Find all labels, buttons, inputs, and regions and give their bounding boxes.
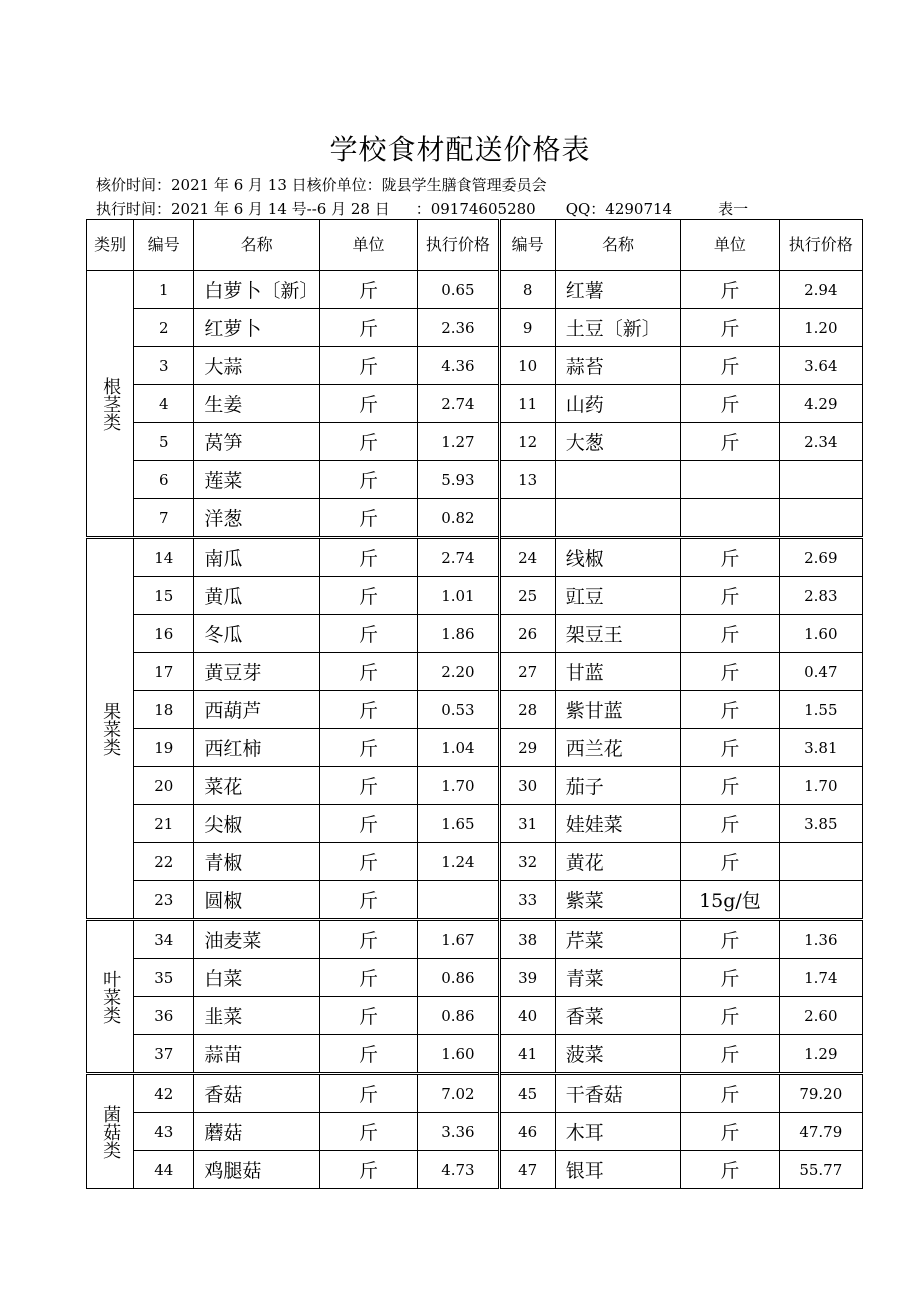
item-number-right: 45 xyxy=(499,1074,555,1113)
table-row xyxy=(87,843,863,881)
item-price: 1.65 xyxy=(418,805,499,843)
item-unit-right: 斤 xyxy=(681,729,779,767)
item-unit: 斤 xyxy=(319,653,417,691)
item-price-right: 3.85 xyxy=(779,805,862,843)
item-number-right: 33 xyxy=(499,881,555,920)
table-row xyxy=(87,920,863,959)
item-name: 南瓜 xyxy=(194,538,319,577)
item-number: 18 xyxy=(134,691,194,729)
item-number: 42 xyxy=(134,1074,194,1113)
item-price-right: 1.20 xyxy=(779,309,862,347)
item-number-right: 13 xyxy=(499,461,555,499)
category-cell: 果菜类 xyxy=(87,538,134,920)
item-price-right xyxy=(779,499,862,538)
item-unit-right: 斤 xyxy=(681,271,779,309)
pricing-info-line: 核价时间：2021 年 6 月 13 日核价单位：陇县学生膳食管理委员会 xyxy=(96,176,547,194)
item-price: 1.67 xyxy=(418,920,499,959)
header-name-right: 名称 xyxy=(555,220,680,271)
item-name-right: 山药 xyxy=(555,385,680,423)
item-price: 1.86 xyxy=(418,615,499,653)
item-number: 17 xyxy=(134,653,194,691)
item-number: 16 xyxy=(134,615,194,653)
table-row xyxy=(87,1151,863,1189)
item-number-right: 31 xyxy=(499,805,555,843)
item-price-right: 1.60 xyxy=(779,615,862,653)
header-price: 执行价格 xyxy=(418,220,499,271)
item-number-right xyxy=(499,499,555,538)
table-row xyxy=(87,1074,863,1113)
item-unit: 斤 xyxy=(319,461,417,499)
item-unit-right: 斤 xyxy=(681,805,779,843)
qq-number: QQ：4290714 xyxy=(565,200,673,218)
item-unit-right: 斤 xyxy=(681,767,779,805)
execution-info-line xyxy=(96,198,748,219)
item-number: 44 xyxy=(134,1151,194,1189)
item-unit: 斤 xyxy=(319,691,417,729)
item-unit-right: 斤 xyxy=(681,309,779,347)
item-name: 莴笋 xyxy=(194,423,319,461)
item-unit-right: 15g/包 xyxy=(681,881,779,920)
item-unit: 斤 xyxy=(319,423,417,461)
item-price: 4.36 xyxy=(418,347,499,385)
item-name: 黄瓜 xyxy=(194,577,319,615)
item-number: 36 xyxy=(134,997,194,1035)
table-row xyxy=(87,309,863,347)
item-number-right: 46 xyxy=(499,1113,555,1151)
item-number-right: 11 xyxy=(499,385,555,423)
item-number-right: 25 xyxy=(499,577,555,615)
table-row xyxy=(87,1035,863,1074)
item-unit-right: 斤 xyxy=(681,538,779,577)
item-number: 2 xyxy=(134,309,194,347)
item-number: 21 xyxy=(134,805,194,843)
item-unit-right: 斤 xyxy=(681,653,779,691)
item-name-right xyxy=(555,461,680,499)
item-unit: 斤 xyxy=(319,920,417,959)
item-price: 0.65 xyxy=(418,271,499,309)
item-price-right: 1.55 xyxy=(779,691,862,729)
item-number: 35 xyxy=(134,959,194,997)
item-name-right: 香菜 xyxy=(555,997,680,1035)
table-row xyxy=(87,653,863,691)
item-price-right: 1.70 xyxy=(779,767,862,805)
item-price: 1.01 xyxy=(418,577,499,615)
item-name: 菜花 xyxy=(194,767,319,805)
execution-time: 执行时间：2021 年 6 月 14 号--6 月 28 日 xyxy=(96,200,390,218)
item-number: 5 xyxy=(134,423,194,461)
item-unit-right: 斤 xyxy=(681,577,779,615)
item-name: 鸡腿菇 xyxy=(194,1151,319,1189)
item-unit-right: 斤 xyxy=(681,1151,779,1189)
item-price: 0.53 xyxy=(418,691,499,729)
item-number: 4 xyxy=(134,385,194,423)
item-unit-right xyxy=(681,499,779,538)
item-number: 23 xyxy=(134,881,194,920)
header-number: 编号 xyxy=(134,220,194,271)
item-name-right: 娃娃菜 xyxy=(555,805,680,843)
item-name-right: 黄花 xyxy=(555,843,680,881)
item-price-right: 4.29 xyxy=(779,385,862,423)
item-name: 油麦菜 xyxy=(194,920,319,959)
item-name: 韭菜 xyxy=(194,997,319,1035)
item-unit: 斤 xyxy=(319,385,417,423)
item-number-right: 40 xyxy=(499,997,555,1035)
item-name: 冬瓜 xyxy=(194,615,319,653)
item-name-right: 大葱 xyxy=(555,423,680,461)
table-row xyxy=(87,423,863,461)
item-unit: 斤 xyxy=(319,538,417,577)
table-row xyxy=(87,538,863,577)
item-unit-right: 斤 xyxy=(681,347,779,385)
item-number-right: 26 xyxy=(499,615,555,653)
item-name: 红萝卜 xyxy=(194,309,319,347)
item-name-right xyxy=(555,499,680,538)
item-name: 西红柿 xyxy=(194,729,319,767)
item-price: 0.86 xyxy=(418,959,499,997)
item-price-right: 3.81 xyxy=(779,729,862,767)
item-name: 香菇 xyxy=(194,1074,319,1113)
item-unit-right xyxy=(681,461,779,499)
item-price xyxy=(418,881,499,920)
header-price-right: 执行价格 xyxy=(779,220,862,271)
item-price-right: 79.20 xyxy=(779,1074,862,1113)
item-number-right: 39 xyxy=(499,959,555,997)
item-price-right: 2.94 xyxy=(779,271,862,309)
item-unit-right: 斤 xyxy=(681,997,779,1035)
item-name-right: 银耳 xyxy=(555,1151,680,1189)
item-number: 6 xyxy=(134,461,194,499)
item-price-right: 47.79 xyxy=(779,1113,862,1151)
item-unit-right: 斤 xyxy=(681,1074,779,1113)
item-number-right: 28 xyxy=(499,691,555,729)
item-number: 7 xyxy=(134,499,194,538)
item-name-right: 干香菇 xyxy=(555,1074,680,1113)
item-unit: 斤 xyxy=(319,959,417,997)
item-price-right: 3.64 xyxy=(779,347,862,385)
table-row xyxy=(87,271,863,309)
table-row xyxy=(87,729,863,767)
item-name-right: 紫甘蓝 xyxy=(555,691,680,729)
item-unit: 斤 xyxy=(319,577,417,615)
item-unit-right: 斤 xyxy=(681,691,779,729)
table-row xyxy=(87,691,863,729)
item-name: 蒜苗 xyxy=(194,1035,319,1074)
item-unit: 斤 xyxy=(319,881,417,920)
item-name: 西葫芦 xyxy=(194,691,319,729)
item-number-right: 41 xyxy=(499,1035,555,1074)
header-unit: 单位 xyxy=(319,220,417,271)
item-number-right: 24 xyxy=(499,538,555,577)
item-name-right: 土豆〔新〕 xyxy=(555,309,680,347)
item-name-right: 青菜 xyxy=(555,959,680,997)
table-row xyxy=(87,805,863,843)
item-name-right: 菠菜 xyxy=(555,1035,680,1074)
item-unit: 斤 xyxy=(319,347,417,385)
item-price-right: 1.29 xyxy=(779,1035,862,1074)
item-name-right: 甘蓝 xyxy=(555,653,680,691)
item-price: 2.74 xyxy=(418,385,499,423)
table-number: 表一 xyxy=(718,200,749,218)
item-price: 1.27 xyxy=(418,423,499,461)
item-number-right: 8 xyxy=(499,271,555,309)
item-unit: 斤 xyxy=(319,1035,417,1074)
item-unit: 斤 xyxy=(319,271,417,309)
table-header-row xyxy=(87,220,863,271)
page-title: 学校食材配送价格表 xyxy=(329,133,591,166)
category-cell: 根茎类 xyxy=(87,271,134,538)
item-price: 0.82 xyxy=(418,499,499,538)
item-name-right: 芹菜 xyxy=(555,920,680,959)
item-unit: 斤 xyxy=(319,615,417,653)
table-row xyxy=(87,615,863,653)
item-price-right: 2.60 xyxy=(779,997,862,1035)
item-price: 2.20 xyxy=(418,653,499,691)
item-number: 43 xyxy=(134,1113,194,1151)
table-row xyxy=(87,997,863,1035)
item-number-right: 9 xyxy=(499,309,555,347)
item-price: 1.04 xyxy=(418,729,499,767)
item-number-right: 27 xyxy=(499,653,555,691)
item-name: 莲菜 xyxy=(194,461,319,499)
item-number: 3 xyxy=(134,347,194,385)
table-row xyxy=(87,499,863,538)
item-name: 黄豆芽 xyxy=(194,653,319,691)
category-cell: 叶菜类 xyxy=(87,920,134,1074)
header-number-right: 编号 xyxy=(499,220,555,271)
item-unit-right: 斤 xyxy=(681,959,779,997)
item-unit-right: 斤 xyxy=(681,385,779,423)
item-unit: 斤 xyxy=(319,309,417,347)
item-unit: 斤 xyxy=(319,767,417,805)
header-unit-right: 单位 xyxy=(681,220,779,271)
item-price-right xyxy=(779,461,862,499)
item-unit: 斤 xyxy=(319,729,417,767)
phone-number: ：09174605280 xyxy=(415,200,536,218)
item-unit-right: 斤 xyxy=(681,615,779,653)
item-price-right: 2.69 xyxy=(779,538,862,577)
item-number-right: 12 xyxy=(499,423,555,461)
table-row xyxy=(87,577,863,615)
item-number: 19 xyxy=(134,729,194,767)
item-number-right: 29 xyxy=(499,729,555,767)
item-price-right: 1.74 xyxy=(779,959,862,997)
item-name-right: 茄子 xyxy=(555,767,680,805)
item-price-right: 1.36 xyxy=(779,920,862,959)
item-number-right: 47 xyxy=(499,1151,555,1189)
item-name-right: 紫菜 xyxy=(555,881,680,920)
item-unit-right: 斤 xyxy=(681,1113,779,1151)
table-row xyxy=(87,461,863,499)
item-number-right: 30 xyxy=(499,767,555,805)
item-unit-right: 斤 xyxy=(681,1035,779,1074)
item-number-right: 10 xyxy=(499,347,555,385)
category-cell: 菌菇类 xyxy=(87,1074,134,1189)
item-price-right: 55.77 xyxy=(779,1151,862,1189)
item-name: 生姜 xyxy=(194,385,319,423)
item-name-right: 架豆王 xyxy=(555,615,680,653)
item-price: 2.74 xyxy=(418,538,499,577)
item-name: 大蒜 xyxy=(194,347,319,385)
item-unit: 斤 xyxy=(319,1074,417,1113)
item-name: 蘑菇 xyxy=(194,1113,319,1151)
table-row xyxy=(87,959,863,997)
item-number: 20 xyxy=(134,767,194,805)
item-price-right xyxy=(779,843,862,881)
item-price-right xyxy=(779,881,862,920)
item-number: 22 xyxy=(134,843,194,881)
item-unit: 斤 xyxy=(319,1151,417,1189)
item-unit: 斤 xyxy=(319,499,417,538)
item-name-right: 蒜苔 xyxy=(555,347,680,385)
item-number-right: 32 xyxy=(499,843,555,881)
table-row xyxy=(87,347,863,385)
item-name: 青椒 xyxy=(194,843,319,881)
item-price-right: 2.83 xyxy=(779,577,862,615)
item-name: 尖椒 xyxy=(194,805,319,843)
price-table xyxy=(86,219,863,1189)
item-price-right: 2.34 xyxy=(779,423,862,461)
item-name-right: 西兰花 xyxy=(555,729,680,767)
item-unit-right: 斤 xyxy=(681,843,779,881)
item-name: 洋葱 xyxy=(194,499,319,538)
table-row xyxy=(87,1113,863,1151)
item-price: 1.24 xyxy=(418,843,499,881)
item-number: 37 xyxy=(134,1035,194,1074)
item-price: 0.86 xyxy=(418,997,499,1035)
table-row xyxy=(87,881,863,920)
item-unit-right: 斤 xyxy=(681,920,779,959)
item-price: 1.60 xyxy=(418,1035,499,1074)
item-price-right: 0.47 xyxy=(779,653,862,691)
item-price: 1.70 xyxy=(418,767,499,805)
item-unit: 斤 xyxy=(319,1113,417,1151)
header-category: 类别 xyxy=(87,220,134,271)
item-name-right: 豇豆 xyxy=(555,577,680,615)
item-price: 7.02 xyxy=(418,1074,499,1113)
item-number-right: 38 xyxy=(499,920,555,959)
item-price: 2.36 xyxy=(418,309,499,347)
item-number: 14 xyxy=(134,538,194,577)
item-unit: 斤 xyxy=(319,843,417,881)
table-row xyxy=(87,385,863,423)
item-number: 34 xyxy=(134,920,194,959)
item-price: 3.36 xyxy=(418,1113,499,1151)
item-name-right: 红薯 xyxy=(555,271,680,309)
item-name: 白菜 xyxy=(194,959,319,997)
item-number: 15 xyxy=(134,577,194,615)
item-unit-right: 斤 xyxy=(681,423,779,461)
item-price: 4.73 xyxy=(418,1151,499,1189)
item-name: 白萝卜〔新〕 xyxy=(194,271,319,309)
table-row xyxy=(87,767,863,805)
item-name-right: 木耳 xyxy=(555,1113,680,1151)
item-unit: 斤 xyxy=(319,805,417,843)
item-unit: 斤 xyxy=(319,997,417,1035)
header-name: 名称 xyxy=(194,220,319,271)
item-price: 5.93 xyxy=(418,461,499,499)
item-number: 1 xyxy=(134,271,194,309)
item-name-right: 线椒 xyxy=(555,538,680,577)
item-name: 圆椒 xyxy=(194,881,319,920)
